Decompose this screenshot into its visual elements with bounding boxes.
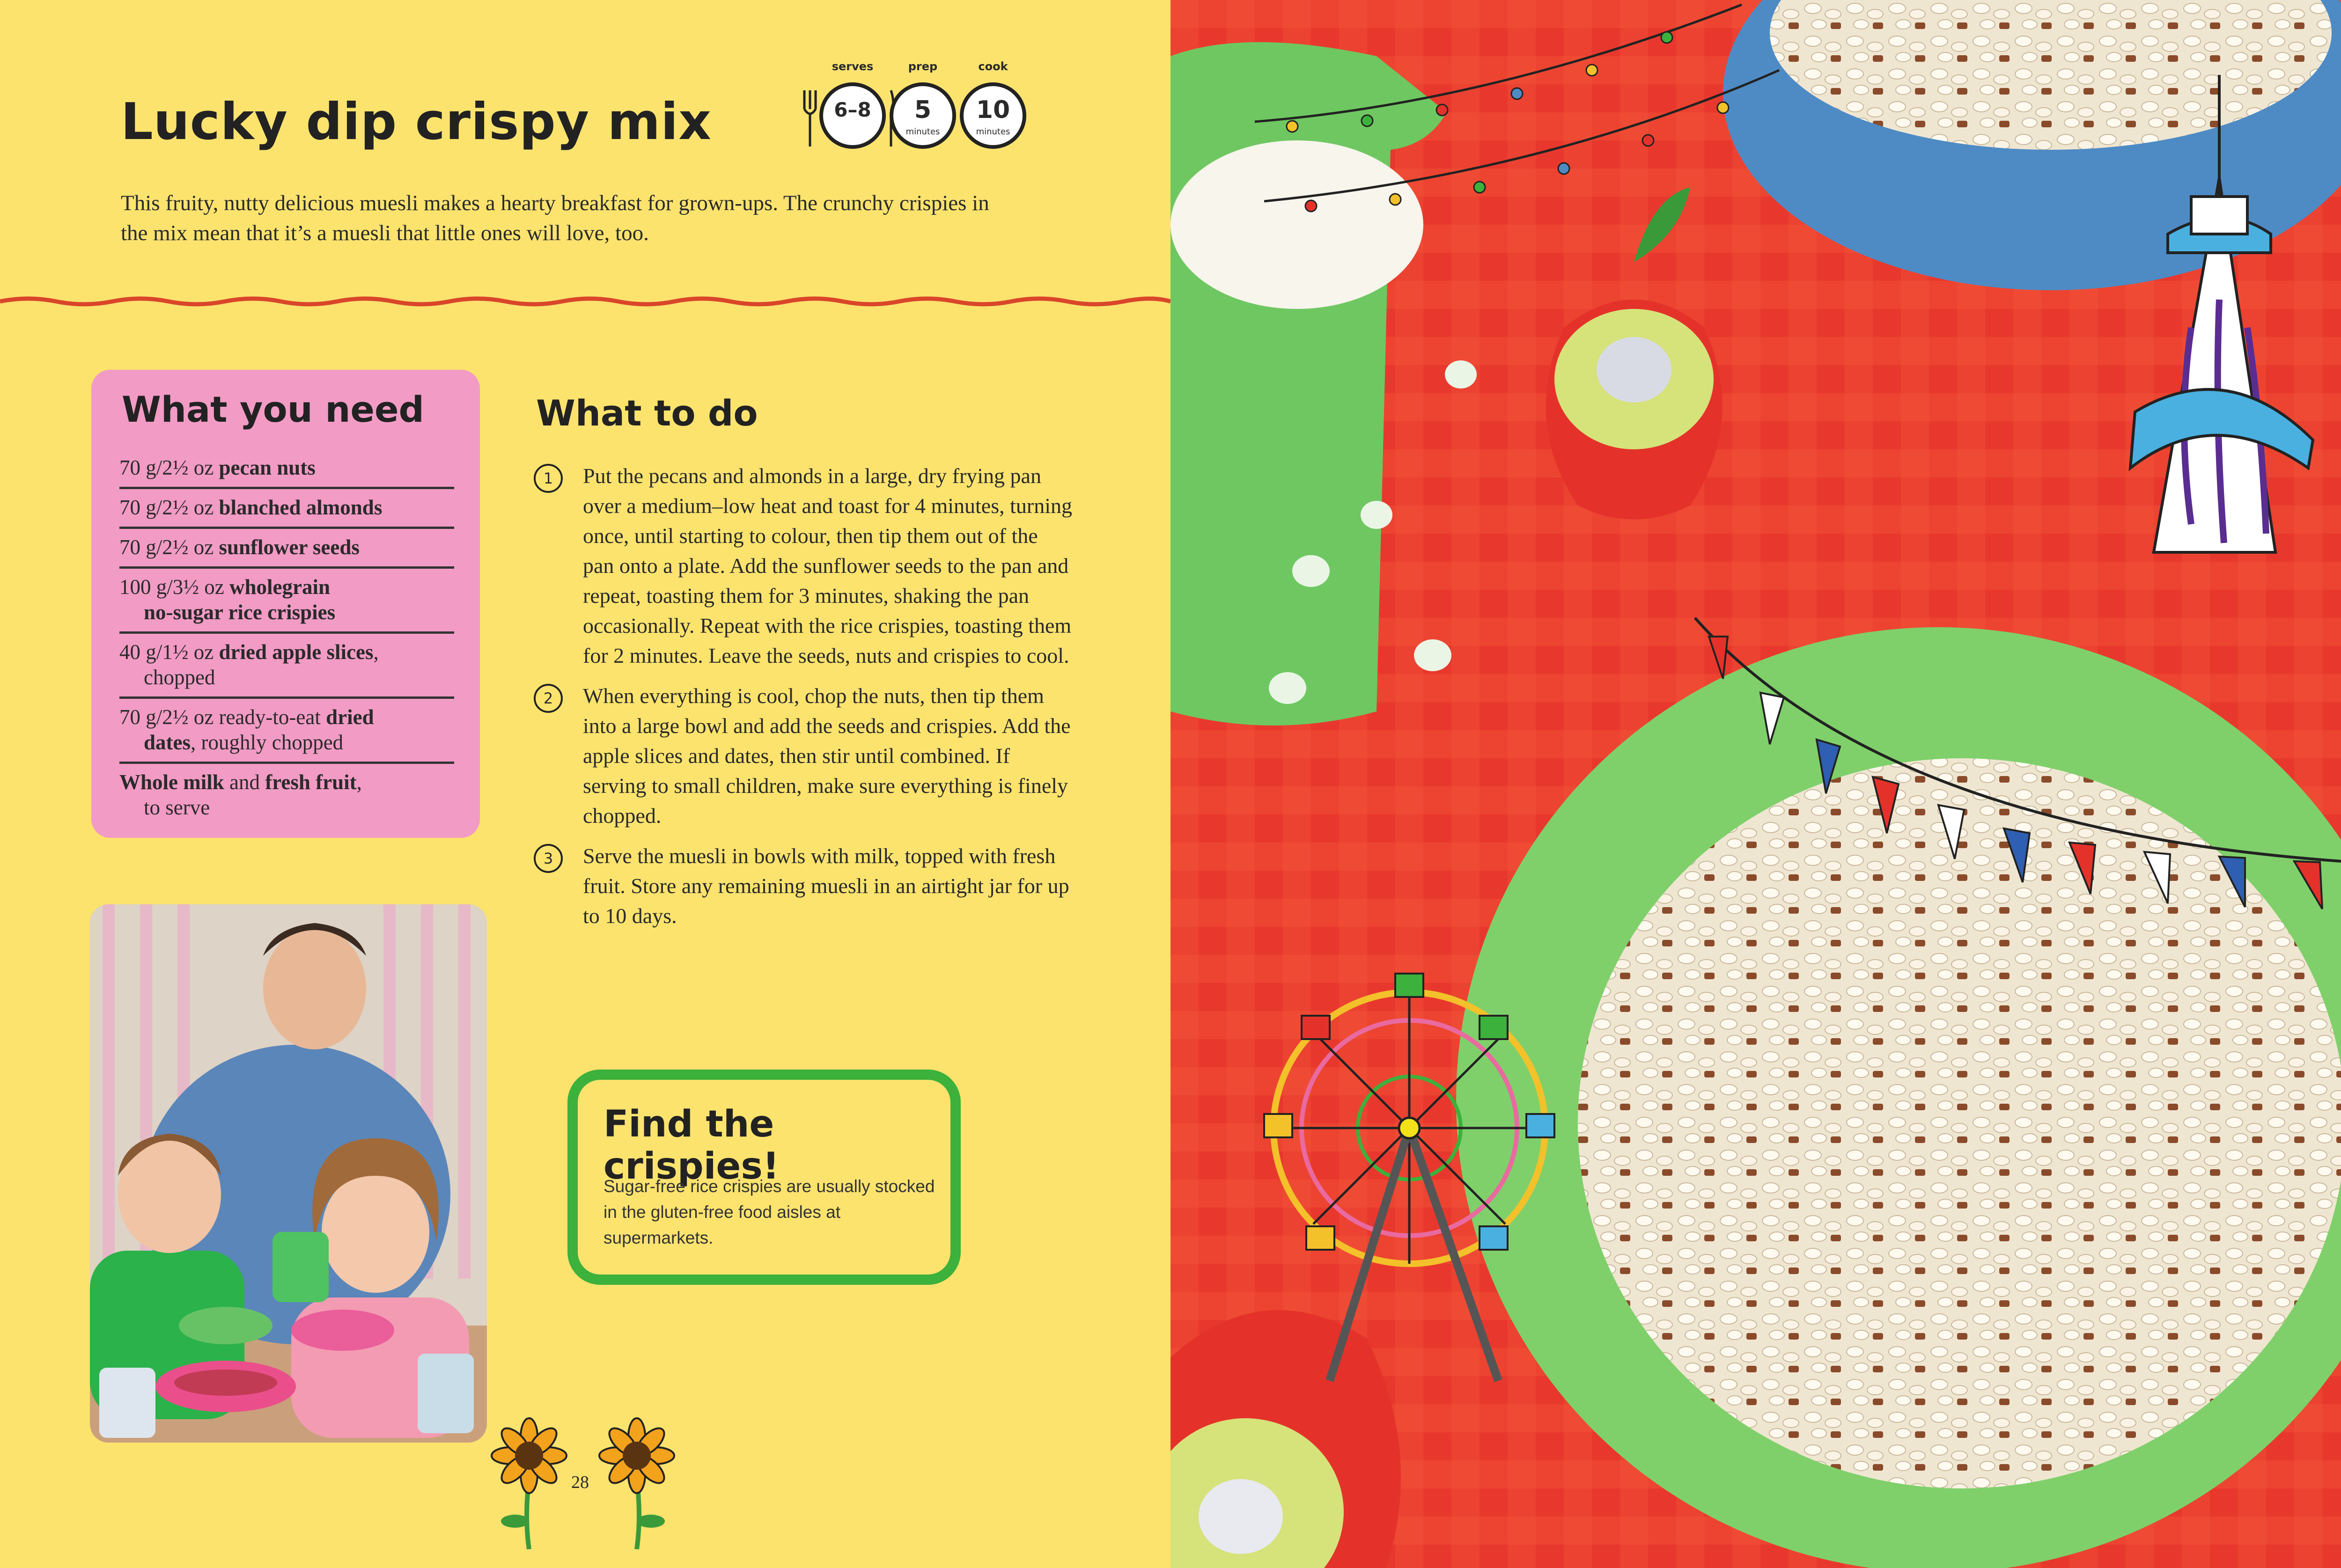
ingredient-item: 40 g/1½ oz dried apple slices, chopped [119,634,454,699]
step-number: 3 [534,844,563,873]
method-step [534,681,1072,831]
serves-badge [819,82,886,149]
muesli-photo [1170,0,2341,1568]
cook-value: 10 [976,96,1010,124]
prep-label: prep [908,60,938,73]
step-text: Put the pecans and almonds in a large, dry frying pan over a medium–low heat and toast for 4 minutes, turning once, until starting to colour, then tip them out of the pan onto a plate. Add the sunflower seeds to the pan and repeat, toasting them for 3 minutes, shaking the pan occasionally. Repeat with the rice crispies, toasting them for 2 minutes. Leave the seeds, nuts and crispies to cool. [583,464,1072,667]
method-step [534,461,1072,671]
step-number: 1 [534,464,563,493]
page-number: 28 [571,1473,589,1492]
sunflower-icon [487,1409,693,1549]
cook-unit: minutes [976,127,1010,137]
step-text: Serve the muesli in bowls with milk, topped with fresh fruit. Store any remaining muesli in an airtight jar for up to 10 days. [583,844,1069,928]
tip-text: Sugar-free rice crispies are usually stocked in the gluten-free food aisles at supermarkets. [604,1177,935,1247]
ingredient-item: 70 g/2½ oz blanched almonds [119,489,454,529]
ingredients-list [119,449,454,827]
ingredient-item: 100 g/3½ oz wholegrain no-sugar rice crispies [119,569,454,634]
wavy-divider [0,291,1170,310]
recipe-intro: This fruity, nutty delicious muesli makes a hearty breakfast for grown-ups. The crunchy crispies in the mix mean that it’s a muesli that little ones will love, too. [121,191,989,245]
left-page [0,0,1170,1568]
ingredients-panel [91,370,480,838]
method-step [534,841,1072,931]
tip-heading: Find the crispies! [604,1103,780,1187]
serves-value: 6–8 [834,98,871,121]
prep-unit: minutes [905,127,940,137]
family-photo [90,904,487,1443]
family-breakfast-illustration [90,904,487,1443]
fork-icon [801,88,819,149]
cook-badge [960,82,1026,149]
step-text: When everything is cool, chop the nuts, then tip them into a large bowl and add the seeds and crispies. Add the apple slices and dates, then stir until combined. If serving to small children, make sure everything is finely chopped. [583,684,1071,828]
tip-box [567,1070,961,1285]
ingredients-heading: What you need [122,388,424,430]
ingredient-item: Whole milk and fresh fruit, to serve [119,770,362,819]
method-heading: What to do [536,392,758,434]
recipe-title: Lucky dip crispy mix [121,93,712,151]
prep-badge [890,82,956,149]
ingredient-item: 70 g/2½ oz ready-to-eat dried dates, roughly chopped [119,699,454,764]
method-steps [534,461,1072,941]
step-number: 2 [534,684,563,713]
ingredient-item: 70 g/2½ oz sunflower seeds [119,529,454,569]
ingredient-item: 70 g/2½ oz pecan nuts [119,449,454,489]
muesli-bowl-illustration [1170,0,2341,1568]
serves-label: serves [832,60,874,73]
cook-label: cook [978,60,1008,73]
prep-value: 5 [914,96,932,124]
recipe-badges [801,60,1044,154]
